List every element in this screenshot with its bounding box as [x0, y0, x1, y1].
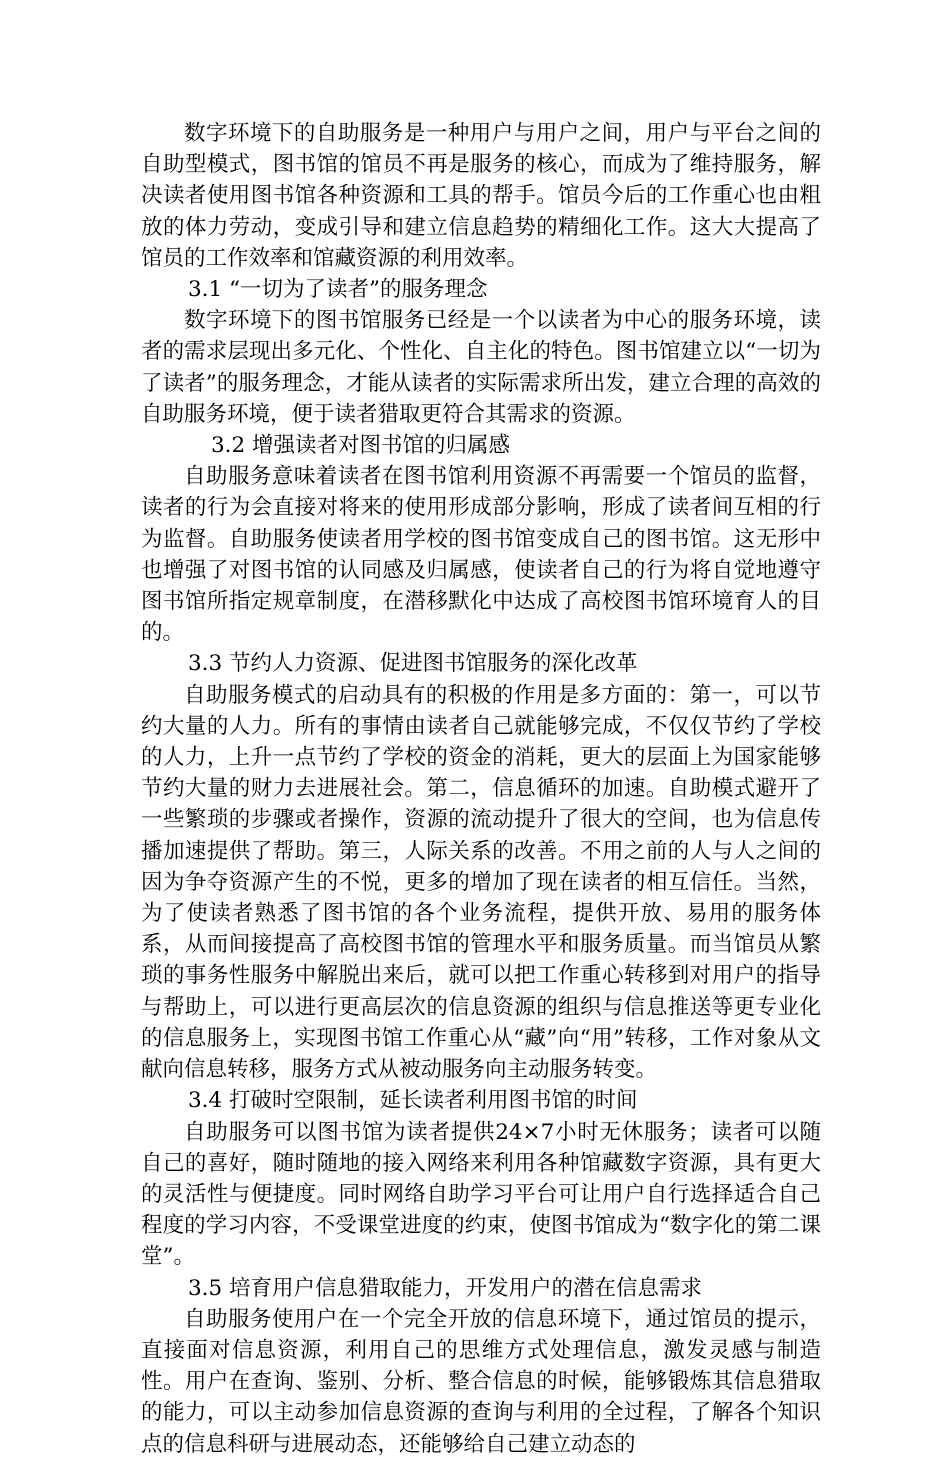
section-heading-3-3: 3.3 节约人力资源、促进图书馆服务的深化改革: [188, 651, 638, 677]
document-page: [141, 118, 821, 1460]
paragraph-3-3: 自助服务模式的启动具有的积极的作用是多方面的：第一，可以节约大量的人力。所有的事情由读者自己就能够完成，不仅仅节约了学校的人力，上升一点节约了学校的资金的消耗，更大的层面上为国家能够节约大量的财力去进展社会。第二，信息循环的加速。自助模式避开了一些繁琐的步骤或者操作，资源的流动提升了很大的空间，也为信息传播加速提供了帮助。第三，人际关系的改善。不用之前的人与人之间的因为争夺资源产生的不悦，更多的增加了现在读者的相互信任。当然，为了使读者熟悉了图书馆的各个业务流程，提供开放、易用的服务体系，从而间接提高了高校图书馆的管理水平和服务质量。而当馆员从繁琐的事务性服务中解脱出来后，就可以把工作重心转移到对用户的指导与帮助上，可以进行更高层次的信息资源的组织与信息推送等更专业化的信息服务上，实现图书馆工作重心从“藏”向“用”转移，工作对象从文献向信息转移，服务方式从被动服务向主动服务转变。: [141, 682, 821, 1083]
paragraph-intro: 数字环境下的自助服务是一种用户与用户之间，用户与平台之间的自助型模式，图书馆的馆员不再是服务的核心，而成为了维持服务，解决读者使用图书馆各种资源和工具的帮手。馆员今后的工作重心也由粗放的体力劳动，变成引导和建立信息趋势的精细化工作。这大大提高了馆员的工作效率和馆藏资源的利用效率。: [141, 121, 821, 271]
section-heading-3-2: 3.2 增强读者对图书馆的归属感: [211, 433, 511, 459]
paragraph-3-4: 自助服务可以图书馆为读者提供24×7小时无休服务；读者可以随自己的喜好，随时随地的接入网络来利用各种馆藏数字资源，具有更大的灵活性与便捷度。同时网络自助学习平台可让用户自行选择适合自己程度的学习内容，不受课堂进度的约束，使图书馆成为“数字化的第二课堂”。: [141, 1119, 821, 1270]
paragraph-3-1: 数字环境下的图书馆服务已经是一个以读者为中心的服务环境，读者的需求层现出多元化、个性化、自主化的特色。图书馆建立以“一切为了读者”的服务理念，才能从读者的实际需求所出发，建立合理的高效的自助服务环境，便于读者猎取更符合其需求的资源。: [141, 308, 821, 427]
section-heading-3-1: 3.1 “一切为了读者”的服务理念: [188, 277, 488, 303]
section-heading-3-4: 3.4 打破时空限制，延长读者利用图书馆的时间: [188, 1088, 638, 1114]
paragraph-3-5: 自助服务使用户在一个完全开放的信息环境下，通过馆员的提示，直接面对信息资源，利用自己的思维方式处理信息，激发灵感与制造性。用户在查询、鉴别、分析、整合信息的时候，能够锻炼其信息猎取的能力，可以主动参加信息资源的查询与利用的全过程，了解各个知识点的信息科研与进展动态，还能够给自己建立动态的: [141, 1306, 821, 1457]
paragraph-3-2: 自助服务意味着读者在图书馆利用资源不再需要一个馆员的监督，读者的行为会直接对将来的使用形成部分影响，形成了读者间互相的行为监督。自助服务使读者用学校的图书馆变成自己的图书馆。这无形中也增强了对图书馆的认同感及归属感，使读者自己的行为将自觉地遵守图书馆所指定规章制度，在潜移默化中达成了高校图书馆环境育人的目的。: [141, 464, 821, 646]
section-heading-3-5: 3.5 培育用户信息猎取能力，开发用户的潜在信息需求: [188, 1275, 703, 1301]
